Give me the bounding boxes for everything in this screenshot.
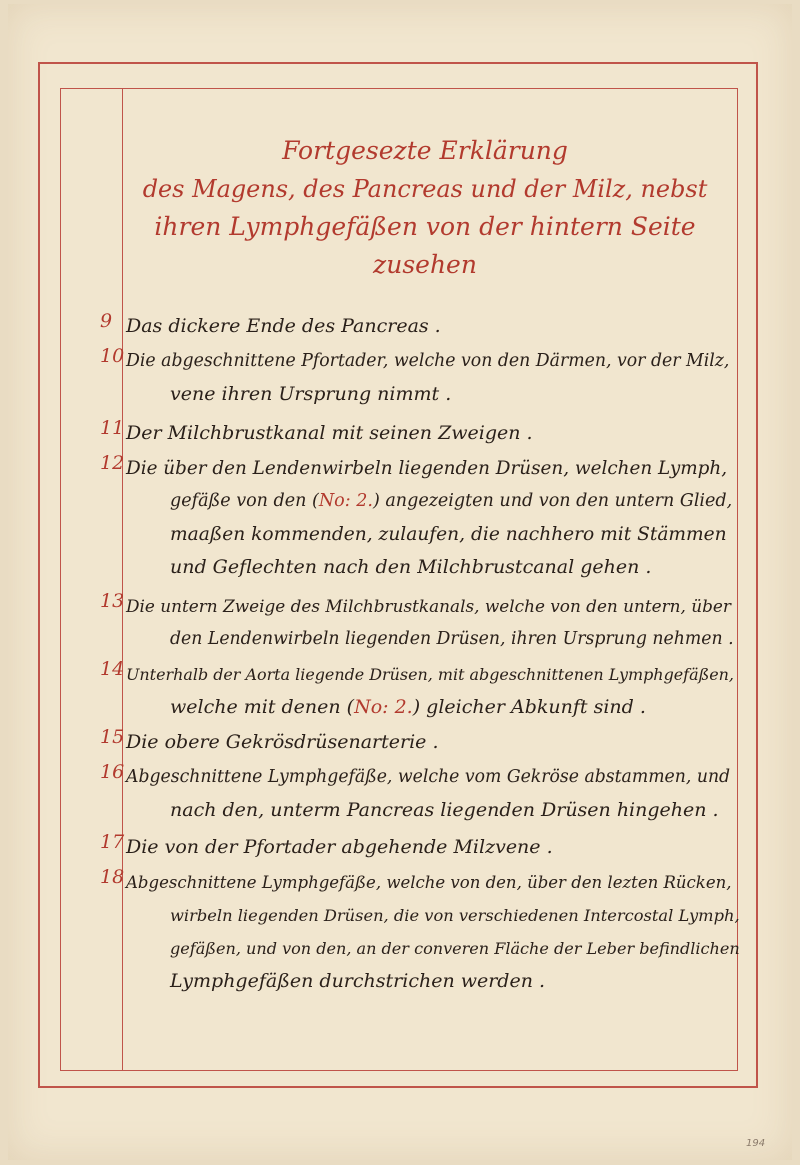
legend-entry xyxy=(70,831,735,864)
legend-entry xyxy=(70,761,735,827)
entry-number: 13 xyxy=(100,590,125,612)
entry-text-line: Unterhalb der Aorta liegende Drüsen, mit abgeschnittenen Lymphgefäßen, xyxy=(126,665,734,684)
entry-text-line: gefäße von den (No: 2.) angezeigten und von den untern Glied, xyxy=(170,491,733,511)
entry-number: 16 xyxy=(100,761,125,783)
legend-entry xyxy=(70,452,735,584)
entry-text-line: Das dickere Ende des Pancreas . xyxy=(126,315,441,337)
entry-number: 17 xyxy=(100,831,125,853)
legend-entry xyxy=(70,345,735,411)
entry-number: 10 xyxy=(100,345,125,367)
entry-text-line: Abgeschnittene Lymphgefäße, welche vom Gekröse abstammen, und xyxy=(126,767,731,787)
legend-entry xyxy=(70,310,735,343)
legend-entry xyxy=(70,658,735,724)
figure-reference: No: 2. xyxy=(318,491,373,511)
entry-number: 9 xyxy=(100,310,113,332)
legend-entry xyxy=(70,726,735,759)
title-line-1: Fortgesezte Erklärung xyxy=(282,136,568,165)
entry-text-line: maaßen kommenden, zulaufen, die nachhero mit Stämmen xyxy=(170,524,727,545)
legend-entries xyxy=(70,310,740,998)
entry-text-line: Die untern Zweige des Milchbrustkanals, welche von den untern, über xyxy=(126,596,731,616)
entry-text-line: wirbeln liegenden Drüsen, die von verschiedenen Intercostal Lymph, xyxy=(170,906,740,925)
entry-text-line: Lymphgefäßen durchstrichen werden . xyxy=(170,970,546,992)
legend-entry xyxy=(70,866,740,998)
entry-text-line: Die obere Gekrösdrüsenarterie . xyxy=(126,731,439,753)
entry-text-line: nach den, unterm Pancreas liegenden Drüsen hingehen . xyxy=(170,799,719,821)
title-line-3: ihren Lymphgefäßen von der hintern Seite xyxy=(154,212,696,241)
entry-text-line: vene ihren Ursprung nimmt . xyxy=(170,383,452,405)
entry-text-line: welche mit denen (No: 2.) gleicher Abkunft sind . xyxy=(170,696,646,718)
entry-text-line: und Geflechten nach den Milchbrustcanal gehen . xyxy=(170,556,652,578)
entry-text-line: Die abgeschnittene Pfortader, welche von den Därmen, vor der Milz, xyxy=(126,351,730,371)
entry-text-line: Die über den Lendenwirbeln liegenden Drüsen, welchen Lymph, xyxy=(126,458,728,479)
legend-entry xyxy=(70,417,735,450)
entry-text-line: Der Milchbrustkanal mit seinen Zweigen . xyxy=(126,422,533,444)
entry-number: 15 xyxy=(100,726,125,748)
title-line-2: des Magens, des Pancreas und der Milz, nebst xyxy=(142,175,708,203)
figure-reference: No: 2. xyxy=(354,696,413,718)
entry-text-line: Abgeschnittene Lymphgefäße, welche von den, über den lezten Rücken, xyxy=(126,873,732,892)
entry-number: 11 xyxy=(100,417,125,439)
page-title xyxy=(140,132,710,284)
entry-number: 18 xyxy=(100,866,125,888)
entry-text-line: gefäßen, und von den, an der converen Fläche der Leber befindlichen xyxy=(170,939,740,958)
entry-number: 14 xyxy=(100,658,125,680)
legend-entry xyxy=(70,590,735,656)
entry-text-line: Die von der Pfortader abgehende Milzvene . xyxy=(126,836,553,858)
title-line-4: zusehen xyxy=(373,250,477,279)
entry-text-line: den Lendenwirbeln liegenden Drüsen, ihren Ursprung nehmen . xyxy=(170,629,734,649)
page-number-mark: 194 xyxy=(746,1138,766,1149)
entry-number: 12 xyxy=(100,452,125,474)
